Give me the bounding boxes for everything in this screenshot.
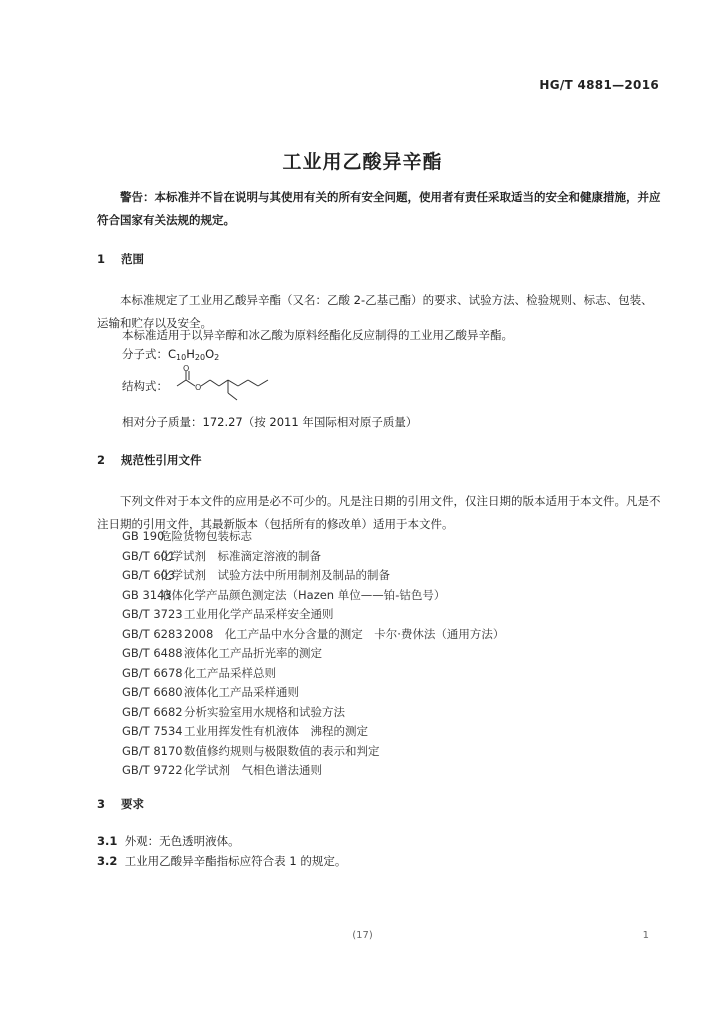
reference-code: GB/T 601 — [122, 549, 176, 563]
requirement-3-2-number: 3.2 — [97, 854, 118, 868]
molecular-formula — [122, 346, 219, 362]
section-2-title: 规范性引用文件 — [121, 453, 202, 467]
formula-c-sub: 10 — [176, 353, 187, 362]
reference-item — [122, 723, 368, 739]
formula-c: C — [168, 347, 177, 361]
reference-title: 液体化工产品折光率的测定 — [184, 646, 322, 660]
formula-h-sub: 20 — [194, 353, 206, 362]
reference-item — [122, 645, 322, 661]
page-number: (17) — [352, 930, 373, 941]
section-3-title: 要求 — [121, 797, 145, 811]
reference-item — [122, 528, 252, 544]
requirement-3-1 — [97, 833, 240, 849]
section-1-number: 1 — [97, 252, 106, 266]
reference-code: GB/T 603 — [122, 568, 176, 582]
atom-carbonyl-oxygen: O — [183, 364, 190, 373]
reference-title: 化工产品采样总则 — [184, 666, 276, 680]
atom-ester-oxygen: O — [195, 383, 202, 392]
reference-item — [122, 587, 445, 603]
reference-item — [122, 665, 276, 681]
section-1-heading — [97, 251, 144, 267]
reference-title: 化学试剂 试验方法中所用制剂及制品的制备 — [160, 568, 390, 582]
requirement-3-2-text: 工业用乙酸异辛酯指标应符合表 1 的规定。 — [124, 854, 347, 868]
formula-o: O — [205, 347, 215, 361]
section-1-title: 范围 — [121, 252, 145, 266]
reference-code: GB/T 6678 — [122, 666, 183, 680]
structure-bonds — [177, 371, 268, 400]
structure-label: 结构式： — [122, 379, 168, 393]
references-intro: 下列文件对于本文件的应用是必不可少的。凡是注日期的引用文件，仅注日期的版本适用于本文件。凡是不注日期的引用文件，其最新版本（包括所有的修改单）适用于本文件。 — [97, 494, 661, 531]
reference-code: GB/T 7534 — [122, 724, 183, 738]
requirement-3-1-text: 外观：无色透明液体。 — [124, 834, 240, 848]
section-2-number: 2 — [97, 453, 106, 467]
standard-code: HG/T 4881—2016 — [539, 78, 659, 92]
reference-code: GB/T 9722 — [122, 763, 183, 777]
reference-code: GB/T 6488 — [122, 646, 183, 660]
reference-title: 危险货物包装标志 — [160, 529, 252, 543]
reference-title: 液体化工产品采样通则 — [184, 685, 299, 699]
reference-code: GB 190 — [122, 529, 165, 543]
applicability-paragraph: 本标准适用于以异辛醇和冰乙酸为原料经酯化反应制得的工业用乙酸异辛酯。 — [122, 328, 513, 342]
reference-title: 工业用挥发性有机液体 沸程的测定 — [184, 724, 368, 738]
corner-mark: 1 — [642, 930, 649, 941]
reference-item — [122, 626, 504, 642]
reference-title: 工业用化学产品采样安全通则 — [184, 607, 334, 621]
scope-paragraph: 本标准规定了工业用乙酸异辛酯（又名：乙酸 2-乙基己酯）的要求、试验方法、检验规则、标志、包装、运输和贮存以及安全。 — [97, 293, 653, 330]
molecular-mass: 相对分子质量：172.27（按 2011 年国际相对原子质量） — [122, 415, 418, 429]
formula-label: 分子式： — [122, 347, 168, 361]
reference-item — [122, 548, 321, 564]
reference-code: GB 3143 — [122, 588, 172, 602]
reference-title: 化学试剂 标准滴定溶液的制备 — [160, 549, 321, 563]
formula-h: H — [186, 347, 195, 361]
reference-item — [122, 684, 299, 700]
requirement-3-2 — [97, 853, 346, 869]
reference-code: GB/T 6680 — [122, 685, 183, 699]
reference-item — [122, 762, 322, 778]
reference-title: 分析实验室用水规格和试验方法 — [184, 705, 345, 719]
section-3-heading — [97, 796, 144, 812]
reference-item — [122, 704, 345, 720]
reference-title: 化学试剂 气相色谱法通则 — [184, 763, 322, 777]
requirement-3-1-number: 3.1 — [97, 834, 118, 848]
reference-code: GB/T 8170 — [122, 744, 183, 758]
reference-title: 数值修约规则与极限数值的表示和判定 — [184, 744, 380, 758]
reference-title: 2008 化工产品中水分含量的测定 卡尔·费休法（通用方法） — [184, 627, 505, 641]
reference-item — [122, 567, 390, 583]
section-2-heading — [97, 452, 202, 468]
reference-item — [122, 606, 334, 622]
safety-warning: 警告：本标准并不旨在说明与其使用有关的所有安全问题，使用者有责任采取适当的安全和健康措施，并应符合国家有关法规的规定。 — [97, 190, 661, 227]
reference-code: GB/T 6283 — [122, 627, 183, 641]
reference-title: 液体化学产品颜色测定法（Hazen 单位——铂-钴色号） — [160, 588, 446, 602]
structural-formula — [172, 362, 282, 408]
reference-code: GB/T 3723 — [122, 607, 183, 621]
section-3-number: 3 — [97, 797, 106, 811]
document-title: 工业用乙酸异辛酯 — [282, 151, 443, 173]
reference-code: GB/T 6682 — [122, 705, 183, 719]
reference-item — [122, 743, 380, 759]
formula-o-sub: 2 — [214, 353, 220, 362]
